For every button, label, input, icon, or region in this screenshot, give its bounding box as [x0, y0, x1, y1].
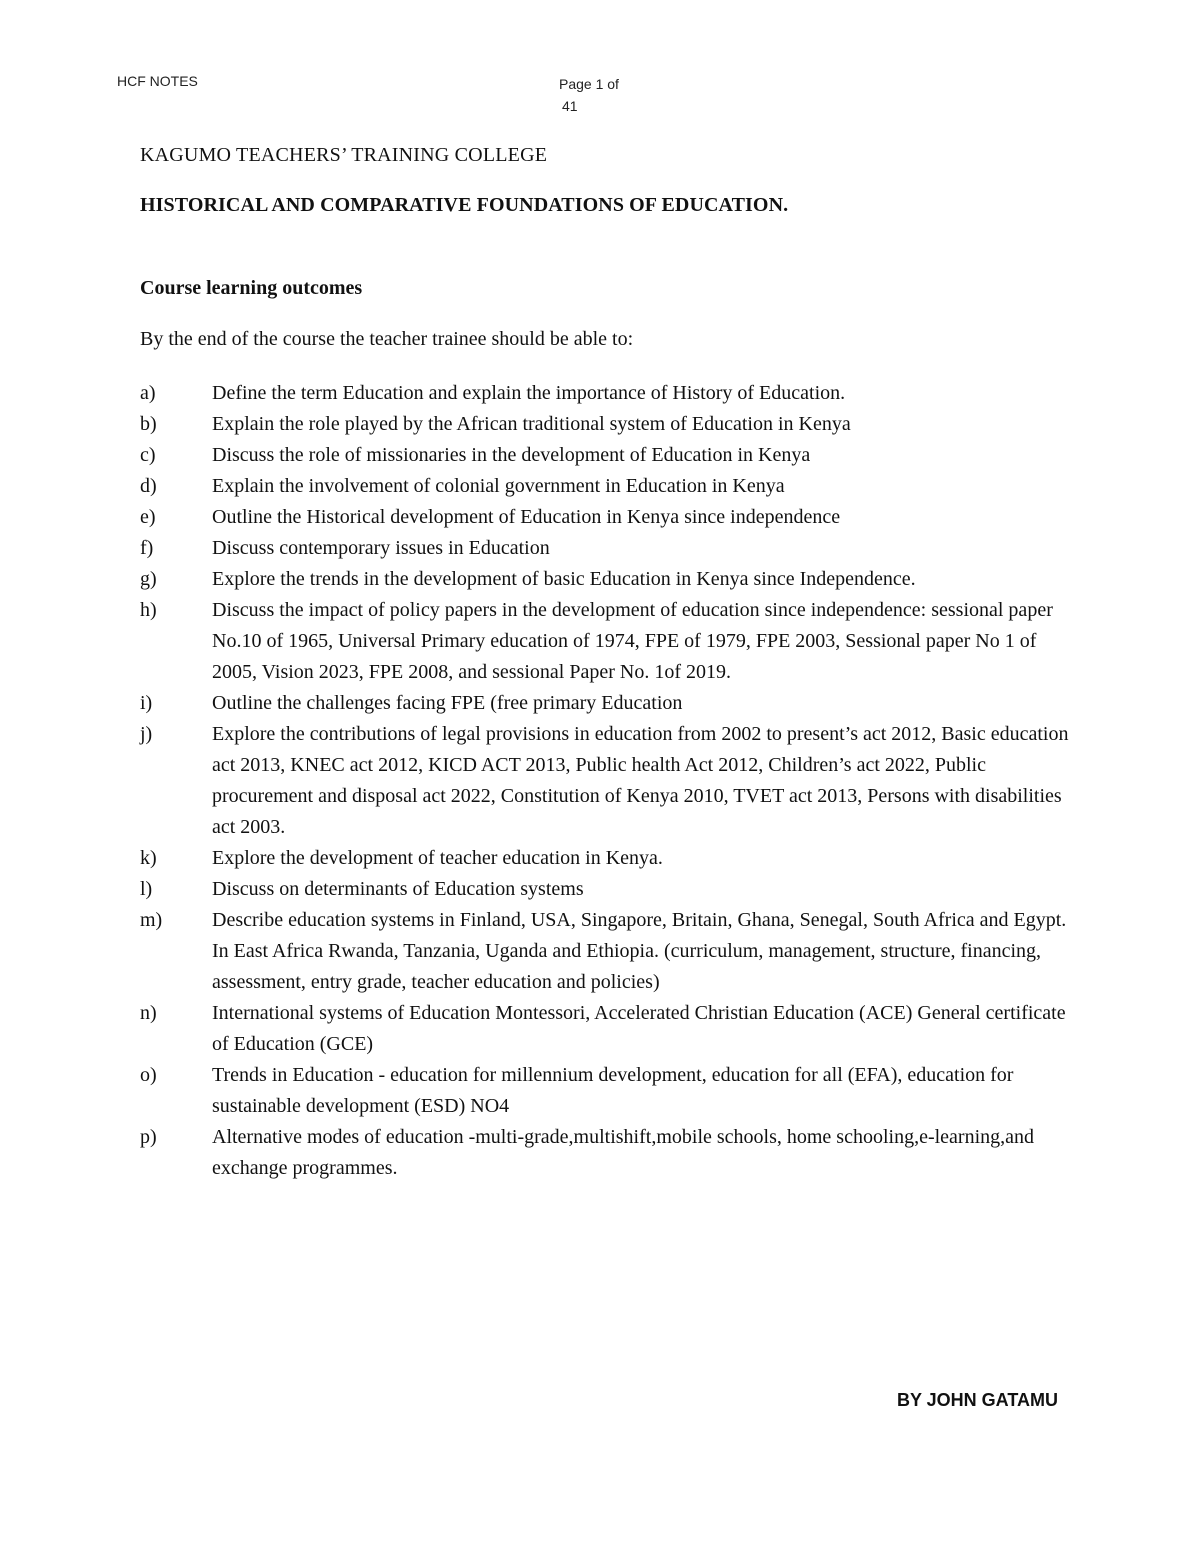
list-marker: k) — [140, 847, 157, 869]
list-item-text: Discuss contemporary issues in Education — [212, 537, 550, 559]
header-notes-label: HCF NOTES — [117, 73, 198, 89]
list-item — [140, 440, 1070, 471]
list-item-text: Trends in Education - education for millennium development, education for all (EFA), education for sustainable development (ESD) NO4 — [212, 1064, 1014, 1117]
list-item-text: Explore the contributions of legal provisions in education from 2002 to present’s act 2012, Basic education act 2013, KNEC act 2012, KICD ACT 2013, Public health Act 2012, Children’s act 2022, Public procurement and disposal act 2022, Constitution of Kenya 2010, TVET act 2013, Persons with disabilities act 2003. — [212, 723, 1069, 838]
list-item-text: Describe education systems in Finland, USA, Singapore, Britain, Ghana, Senegal, South Africa and Egypt. In East Africa Rwanda, Tanzania, Uganda and Ethiopia. (curriculum, management, structure, financing, assessment, entry grade, teacher education and policies) — [212, 909, 1067, 993]
list-marker: o) — [140, 1064, 157, 1086]
list-item — [140, 409, 1070, 440]
list-item-text: Explain the role played by the African traditional system of Education in Kenya — [212, 413, 851, 435]
list-item — [140, 905, 1070, 998]
list-marker: p) — [140, 1126, 157, 1148]
list-item-text: Outline the Historical development of Education in Kenya since independence — [212, 506, 841, 528]
list-item-text: Outline the challenges facing FPE (free primary Education — [212, 692, 683, 714]
college-name: KAGUMO TEACHERS’ TRAINING COLLEGE — [140, 144, 548, 166]
list-item — [140, 874, 1070, 905]
course-title: HISTORICAL AND COMPARATIVE FOUNDATIONS OF EDUCATION. — [140, 194, 789, 216]
outcomes-heading: Course learning outcomes — [140, 277, 363, 299]
list-item — [140, 471, 1070, 502]
header-page-total: 41 — [562, 98, 578, 114]
list-marker: b) — [140, 413, 157, 435]
list-item — [140, 843, 1070, 874]
intro-sentence: By the end of the course the teacher trainee should be able to: — [140, 328, 634, 350]
list-item — [140, 595, 1070, 688]
list-item-text: Discuss on determinants of Education systems — [212, 878, 584, 900]
list-item — [140, 1060, 1070, 1122]
list-item — [140, 719, 1070, 843]
list-item-text: Explain the involvement of colonial government in Education in Kenya — [212, 475, 785, 497]
list-marker: f) — [140, 537, 154, 559]
list-item-text: International systems of Education Montessori, Accelerated Christian Education (ACE) General certificate of Education (GCE) — [212, 1002, 1066, 1055]
header-page-label: Page 1 of — [559, 76, 619, 92]
list-item-text: Discuss the impact of policy papers in the development of education since independence: sessional paper No.10 of 1965, Universal Primary education of 1974, FPE of 1979, FPE 2003, Sessional paper No 1 of 2005, Vision 2023, FPE 2008, and sessional Paper No. 1of 2019. — [212, 599, 1053, 683]
list-marker: e) — [140, 506, 156, 528]
list-item — [140, 502, 1070, 533]
list-item-text: Discuss the role of missionaries in the development of Education in Kenya — [212, 444, 811, 466]
list-item — [140, 564, 1070, 595]
list-item-text: Alternative modes of education -multi-grade,multishift,mobile schools, home schooling,e-learning,and exchange programmes. — [212, 1126, 1035, 1179]
list-marker: n) — [140, 1002, 157, 1024]
author-signature: BY JOHN GATAMU — [896, 1390, 1058, 1410]
list-marker: c) — [140, 444, 156, 466]
list-marker: l) — [140, 878, 153, 900]
list-item — [140, 998, 1070, 1060]
list-item — [140, 688, 1070, 719]
list-marker: i) — [140, 692, 153, 714]
list-marker: h) — [140, 599, 157, 621]
list-item-text: Explore the development of teacher education in Kenya. — [212, 847, 663, 869]
list-item — [140, 533, 1070, 564]
list-marker: g) — [140, 568, 157, 590]
outcomes-list — [140, 378, 1070, 1184]
list-item-text: Explore the trends in the development of basic Education in Kenya since Independence. — [212, 568, 916, 590]
list-marker: j) — [140, 723, 153, 745]
list-item-text: Define the term Education and explain the importance of History of Education. — [212, 382, 846, 404]
list-marker: m) — [140, 909, 163, 931]
list-marker: d) — [140, 475, 157, 497]
list-item — [140, 1122, 1070, 1184]
list-item — [140, 378, 1070, 409]
list-marker: a) — [140, 382, 156, 404]
